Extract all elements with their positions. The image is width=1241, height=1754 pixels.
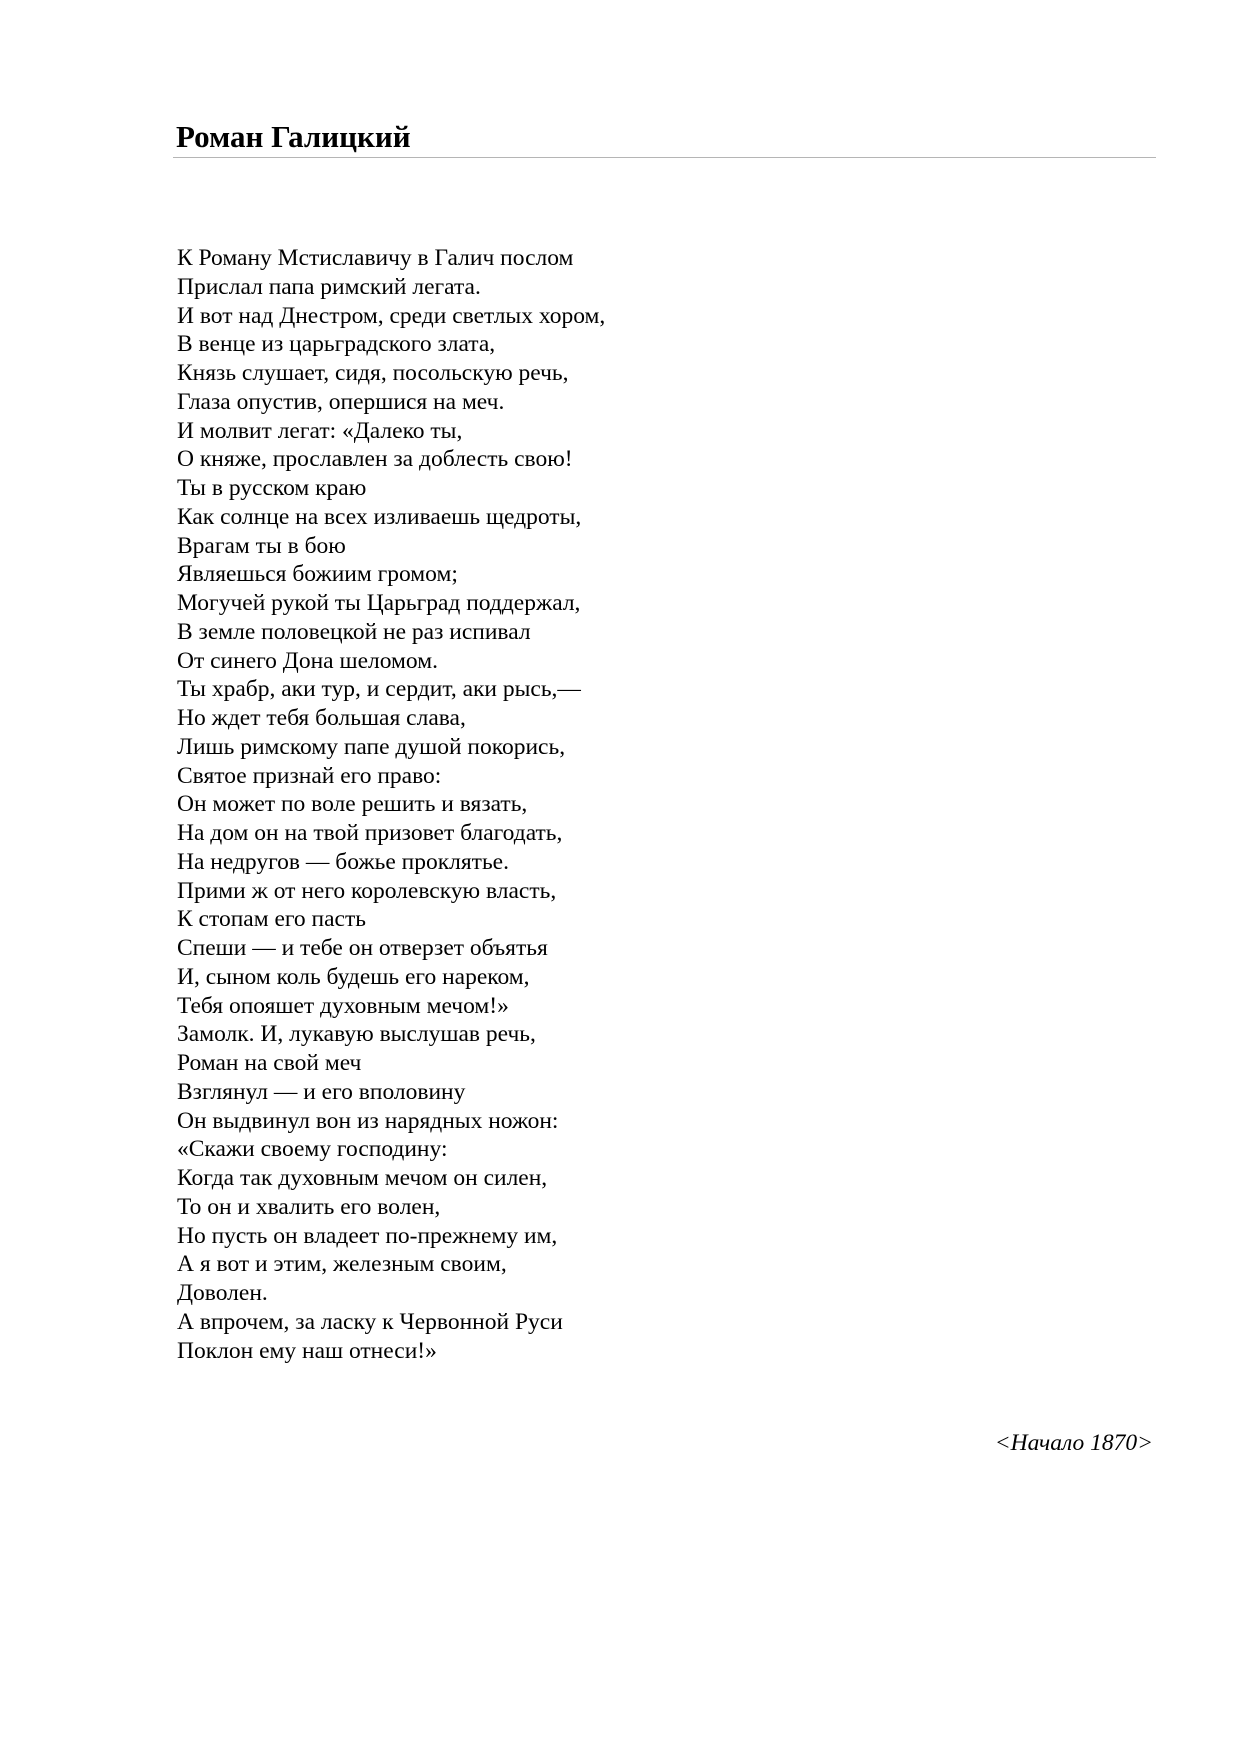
poem-line: Могучей рукой ты Царьград поддержал, [177,590,581,616]
poem-line: На дом он на твой призовет благодать, [177,820,563,846]
poem-line: На недругов — божье проклятье. [177,848,509,875]
poem-line: От синего Дона шеломом. [177,647,438,674]
poem-line: Тебя опояшет духовным мечом!» [177,992,509,1019]
poem-line: Когда так духовным мечом он силен, [177,1165,548,1191]
title-divider [173,157,1156,158]
poem-line: И молвит легат: «Далеко ты, [177,417,463,444]
poem-line: К Роману Мстиславичу в Галич послом [177,245,574,271]
poem-line: Он может по воле решить и вязать, [177,791,528,818]
poem-line: Но пусть он владеет по-прежнему им, [177,1222,558,1249]
poem-line: «Скажи своему господину: [177,1136,448,1163]
poem-line: Врагам ты в бою [177,532,346,559]
poem-date: <Начало 1870> [994,1430,1153,1456]
poem-line: Ты храбр, аки тур, и сердит, аки рысь,— [177,676,581,703]
poem-line: Святое признай его право: [177,762,442,789]
poem-line: Ты в русском краю [177,475,367,501]
poem-line: Поклон ему наш отнеси!» [177,1337,437,1364]
poem-line: И вот над Днестром, среди светлых хором, [177,302,606,329]
poem-line: Спеши — и тебе он отверзет объятья [177,935,548,961]
poem-line: А я вот и этим, железным своим, [177,1251,507,1278]
poem-line: Взглянул — и его вполовину [177,1078,466,1105]
poem-body [177,244,605,1365]
poem-line: Замолк. И, лукавую выслушав речь, [177,1021,536,1048]
poem-line: Как солнце на всех изливаешь щедроты, [177,503,582,530]
poem-line: Роман на свой меч [177,1050,362,1076]
poem-line: Являешься божиим громом; [177,561,458,588]
poem-line: То он и хвалить его волен, [177,1193,441,1220]
poem-line: В земле половецкой не раз испивал [177,618,531,645]
poem-line: К стопам его пасть [177,906,366,933]
poem-line: А впрочем, за ласку к Червонной Руси [177,1308,563,1335]
poem-line: Доволен. [177,1280,268,1306]
poem-line: В венце из царьградского злата, [177,331,496,358]
poem-line: О княже, прославлен за доблесть свою! [177,446,573,473]
poem-line: И, сыном коль будешь его нареком, [177,963,530,990]
poem-line: Глаза опустив, опершися на меч. [177,388,505,415]
poem-line: Но ждет тебя большая слава, [177,705,466,731]
poem-title: Роман Галицкий [176,119,411,154]
poem-line: Князь слушает, сидя, посольскую речь, [177,360,569,386]
poem-line: Он выдвинул вон из нарядных ножон: [177,1107,559,1134]
poem-line: Лишь римскому папе душой покорись, [177,733,566,760]
poem-line: Прими ж от него королевскую власть, [177,877,557,904]
poem-line: Прислал папа римский легата. [177,273,481,300]
